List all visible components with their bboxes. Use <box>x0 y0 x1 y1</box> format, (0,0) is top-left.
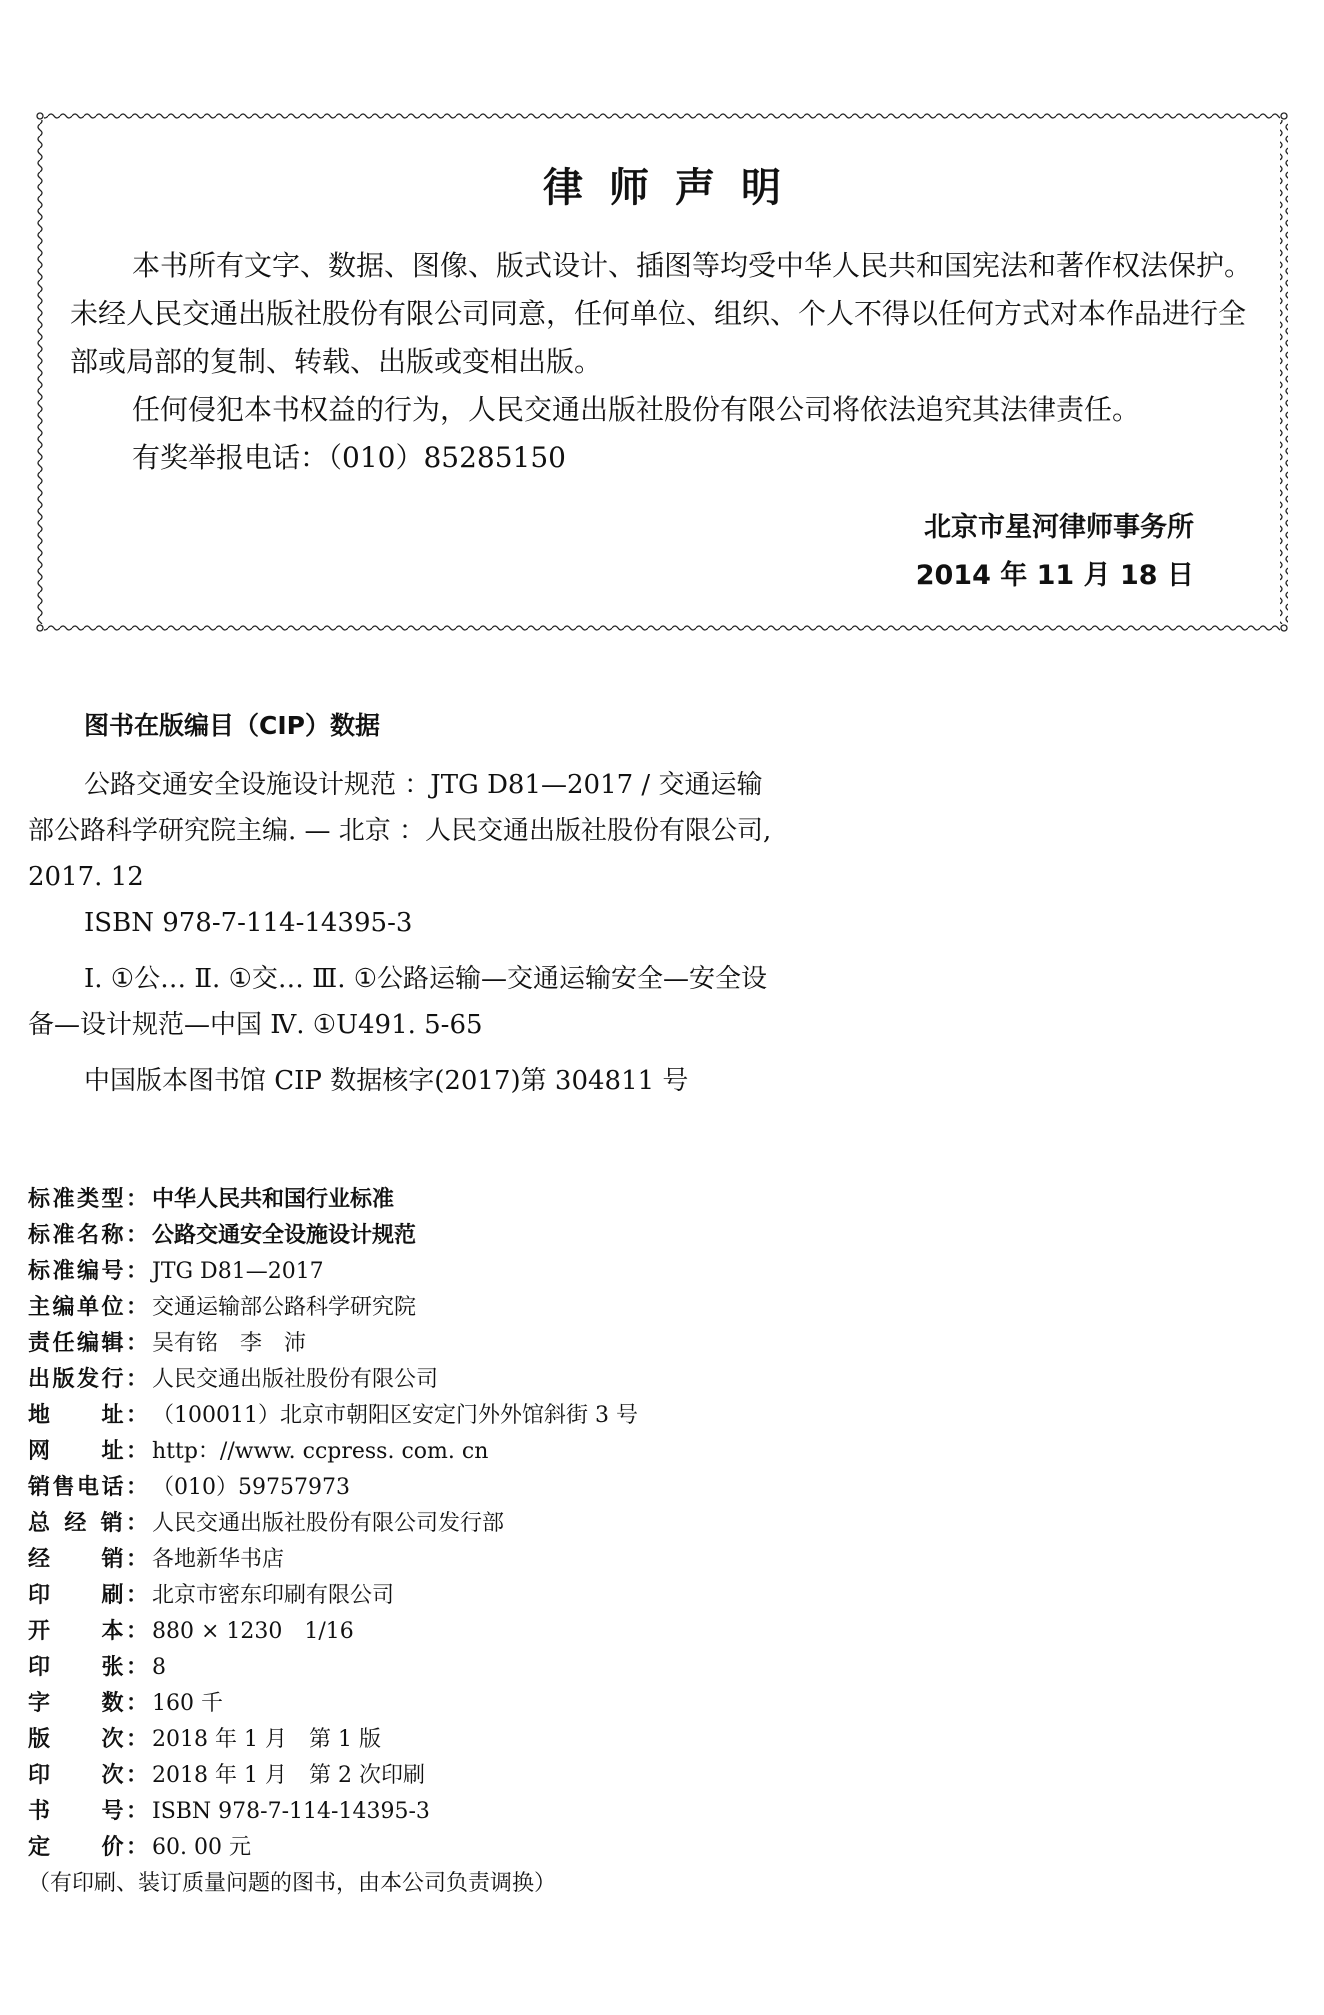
metadata-value: ISBN 978-7-114-14395-3 <box>152 1799 430 1824</box>
metadata-row <box>28 1326 928 1362</box>
metadata-row <box>28 1614 928 1650</box>
metadata-label: 印 次： <box>28 1763 148 1788</box>
report-hotline: 有奖举报电话：（010）85285150 <box>132 441 566 474</box>
metadata-value: 各地新华书店 <box>152 1547 285 1572</box>
metadata-label: 书 号： <box>28 1799 148 1824</box>
metadata-row <box>28 1290 928 1326</box>
metadata-row <box>28 1830 928 1866</box>
metadata-label: 地 址： <box>28 1403 148 1428</box>
metadata-value: 160 千 <box>152 1691 223 1716</box>
metadata-label: 开 本： <box>28 1619 148 1644</box>
metadata-value: 人民交通出版社股份有限公司 <box>152 1367 439 1392</box>
metadata-label: 出版发行： <box>28 1367 148 1392</box>
metadata-row <box>28 1578 928 1614</box>
publication-metadata <box>28 1182 928 1902</box>
metadata-row <box>28 1182 928 1218</box>
metadata-row <box>28 1362 928 1398</box>
metadata-row <box>28 1794 928 1830</box>
lawyer-declaration-box <box>36 112 1288 632</box>
cip-entry: 公路交通安全设施设计规范 ：JTG D81—2017 / 交通运输部公路科学研究院主编. — 北京 ：人民交通出版社股份有限公司, 2017. 12 <box>28 770 772 892</box>
metadata-label: 总 经 销： <box>28 1511 148 1536</box>
metadata-label: 责任编辑： <box>28 1331 148 1356</box>
metadata-label: 印 刷： <box>28 1583 148 1608</box>
metadata-value: 交通运输部公路科学研究院 <box>152 1295 417 1320</box>
metadata-label: 销售电话： <box>28 1475 148 1500</box>
metadata-label: 标准编号： <box>28 1259 148 1284</box>
metadata-value: 8 <box>152 1655 166 1680</box>
metadata-label: 经 销： <box>28 1547 148 1572</box>
metadata-value: 2018 年 1 月 第 1 版 <box>152 1727 381 1752</box>
declaration-paragraph: 本书所有文字、数据、图像、版式设计、插图等均受中华人民共和国宪法和著作权法保护。未经人民交通出版社股份有限公司同意，任何单位、组织、个人不得以任何方式对本作品进行全部或局部的复制、转载、出版或变相出版。 <box>70 249 1253 378</box>
metadata-value: 北京市密东印刷有限公司 <box>152 1583 395 1608</box>
metadata-row <box>28 1722 928 1758</box>
metadata-value: 880 × 1230 1/16 <box>152 1619 354 1644</box>
declaration-body <box>70 242 1258 482</box>
cip-isbn: ISBN 978-7-114-14395-3 <box>84 908 413 938</box>
metadata-label: 定 价： <box>28 1835 148 1860</box>
metadata-value: 2018 年 1 月 第 2 次印刷 <box>152 1763 425 1788</box>
metadata-label: 字 数： <box>28 1691 148 1716</box>
metadata-row <box>28 1650 928 1686</box>
metadata-row <box>28 1686 928 1722</box>
metadata-row <box>28 1506 928 1542</box>
declaration-signature <box>916 504 1194 600</box>
metadata-row <box>28 1398 928 1434</box>
metadata-row <box>28 1542 928 1578</box>
metadata-label: 标准名称： <box>28 1223 148 1248</box>
metadata-value: 公路交通安全设施设计规范 <box>152 1223 417 1248</box>
cip-library-record: 中国版本图书馆 CIP 数据核字(2017)第 304811 号 <box>84 1066 689 1096</box>
metadata-row <box>28 1254 928 1290</box>
metadata-value: 60. 00 元 <box>152 1835 251 1860</box>
cip-classification: Ⅰ. ①公… Ⅱ. ①交… Ⅲ. ①公路运输—交通运输安全—安全设备—设计规范—中国 Ⅳ. ①U491. 5-65 <box>28 964 768 1040</box>
metadata-label: 主编单位： <box>28 1295 148 1320</box>
metadata-value: JTG D81—2017 <box>152 1259 324 1284</box>
declaration-title: 律师声明 <box>543 165 807 211</box>
metadata-label: 网 址： <box>28 1439 148 1464</box>
metadata-row <box>28 1218 928 1254</box>
metadata-value: （100011）北京市朝阳区安定门外外馆斜街 3 号 <box>152 1403 638 1428</box>
quality-note: （有印刷、装订质量问题的图书，由本公司负责调换） <box>28 1871 557 1896</box>
metadata-row <box>28 1470 928 1506</box>
metadata-value: 中华人民共和国行业标准 <box>152 1187 395 1212</box>
metadata-value: 人民交通出版社股份有限公司发行部 <box>152 1511 505 1536</box>
law-firm-name: 北京市星河律师事务所 <box>924 512 1194 543</box>
cip-data-block <box>28 762 788 1104</box>
metadata-label: 印 张： <box>28 1655 148 1680</box>
declaration-paragraph: 任何侵犯本书权益的行为，人民交通出版社股份有限公司将依法追究其法律责任。 <box>132 393 1141 426</box>
metadata-row <box>28 1434 928 1470</box>
metadata-label: 版 次： <box>28 1727 148 1752</box>
metadata-value: http：//www. ccpress. com. cn <box>152 1439 489 1464</box>
declaration-date: 2014 年 11 月 18 日 <box>915 560 1194 591</box>
metadata-row <box>28 1758 928 1794</box>
metadata-value: （010）59757973 <box>152 1475 350 1500</box>
cip-heading: 图书在版编目（CIP）数据 <box>84 711 380 740</box>
metadata-label: 标准类型： <box>28 1187 148 1212</box>
metadata-value: 吴有铭 李 沛 <box>152 1331 307 1356</box>
